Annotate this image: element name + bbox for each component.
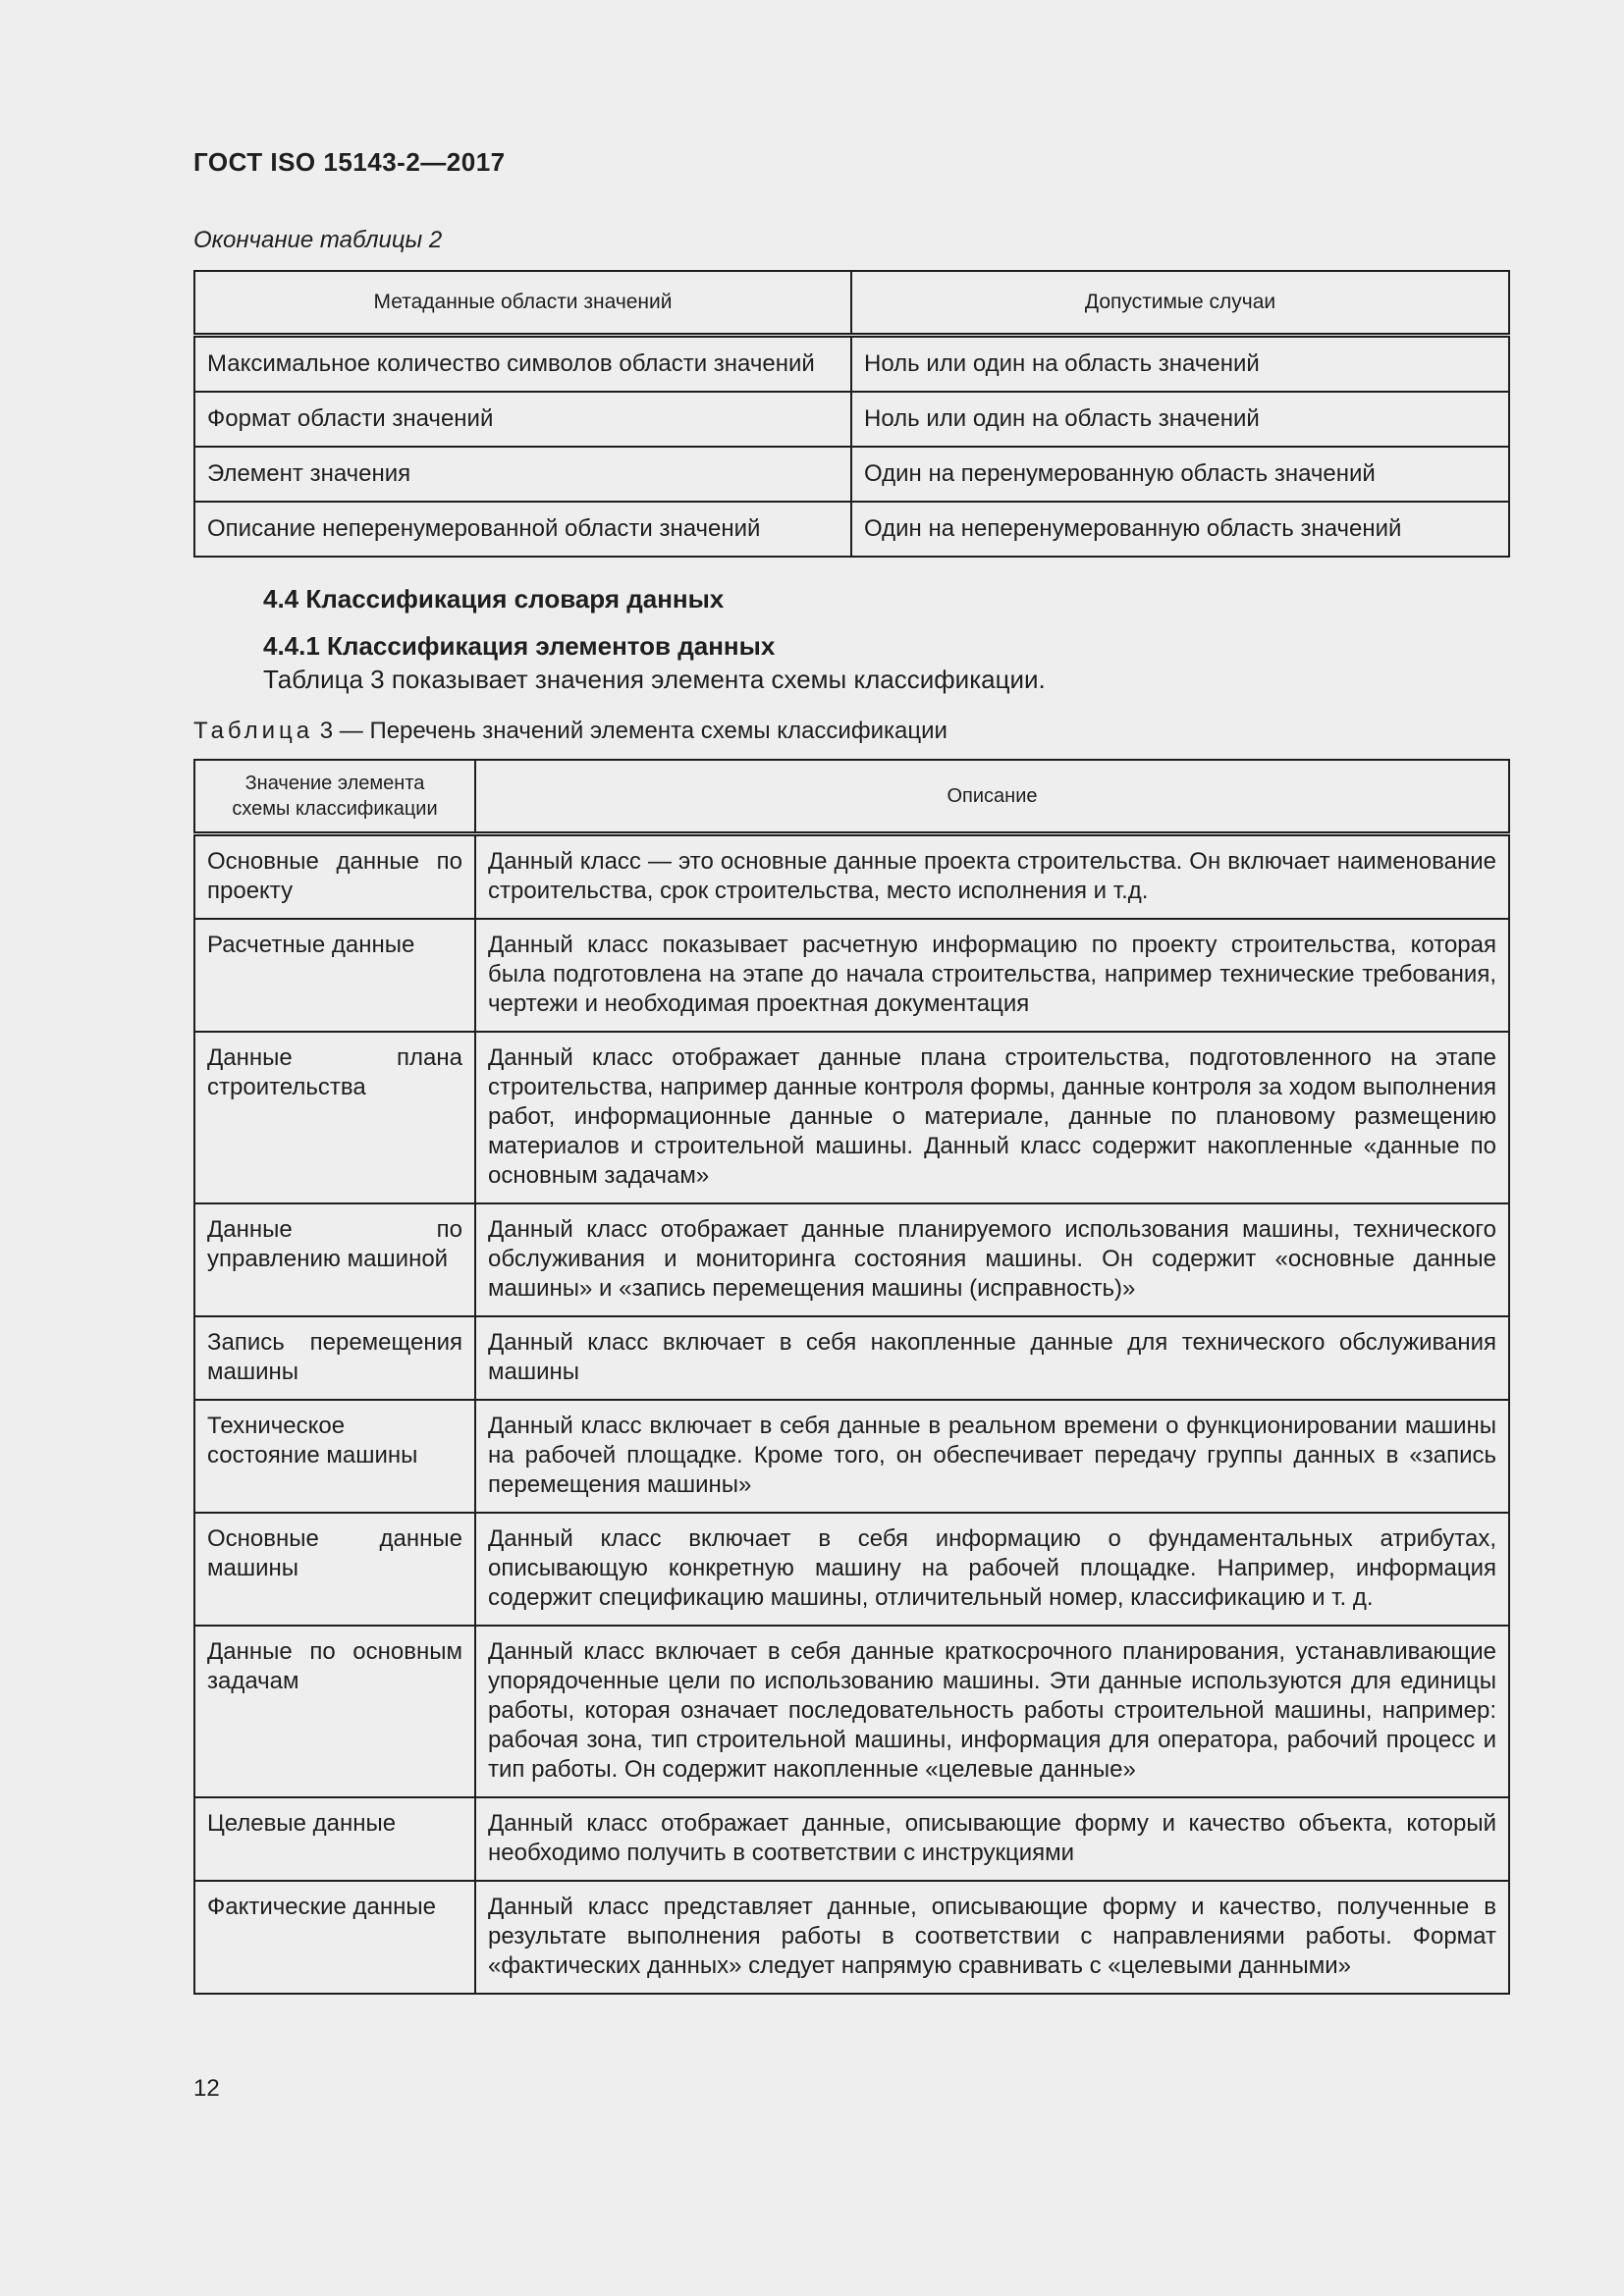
table-cell: Данный класс отображает данные планируемого использования машины, технического обслуживания и мониторинга состояния машины. Он содержит «основные данные машины» и «запись перемещения машины (исправность)»: [475, 1203, 1509, 1316]
table-cell: Один на неперенумерованную область значений: [851, 502, 1509, 557]
table-row: [194, 919, 1509, 1032]
table-cell: Техническое состояние машины: [194, 1400, 475, 1513]
table-row: [194, 1797, 1509, 1881]
section-heading: 4.4 Классификация словаря данных: [263, 584, 725, 614]
table-header-row: [194, 271, 1509, 336]
table-caption-text: 3 — Перечень значений элемента схемы классификации: [313, 718, 947, 744]
table-cell: Данные плана строительства: [194, 1032, 475, 1203]
table-cell: Данные по основным задачам: [194, 1626, 475, 1797]
table-cell: Один на перенумерованную область значений: [851, 447, 1509, 502]
table-cell: Ноль или один на область значений: [851, 336, 1509, 393]
table-row: [194, 1881, 1509, 1994]
table-row: [194, 502, 1509, 557]
table-header-cell: Значение элемента схемы классификации: [194, 760, 475, 834]
intro-paragraph: Таблица 3 показывает значения элемента схемы классификации.: [263, 665, 1046, 694]
table-row: [194, 392, 1509, 447]
table-row: [194, 1203, 1509, 1316]
table-cell: Данный класс показывает расчетную информацию по проекту строительства, которая была подготовлена на этапе до начала строительства, например технические требования, чертежи и необходимая проектная документация: [475, 919, 1509, 1032]
table-cell: Данный класс отображает данные плана строительства, подготовленного на этапе строительства, например данные контроля формы, данные контроля за ходом выполнения работ, информационные данные о материале, данные по плановому размещению материалов и строительной машины. Данный класс содержит накопленные «данные по основным задачам»: [475, 1032, 1509, 1203]
table-cell: Данный класс — это основные данные проекта строительства. Он включает наименование строительства, срок строительства, место исполнения и т.д.: [475, 834, 1509, 920]
table-row: [194, 1032, 1509, 1203]
table-cell: Основные данные машины: [194, 1513, 475, 1626]
table-continuation-label: Окончание таблицы 2: [193, 227, 443, 253]
table-row: [194, 834, 1509, 920]
table-cell: Максимальное количество символов области значений: [194, 336, 851, 393]
table-cell: Данный класс представляет данные, описывающие форму и качество, полученные в результате выполнения работы в соответствии с направлениями работы. Формат «фактических данных» следует напрямую сравнивать с «целевыми данными»: [475, 1881, 1509, 1994]
table-row: [194, 447, 1509, 502]
table-cell: Данный класс включает в себя информацию о фундаментальных атрибутах, описывающую конкретную машину на рабочей площадке. Например, информация содержит спецификацию машины, отличительный номер, классификацию и т. д.: [475, 1513, 1509, 1626]
table-row: [194, 1316, 1509, 1400]
table-cell: Запись перемещения машины: [194, 1316, 475, 1400]
table-cell: Элемент значения: [194, 447, 851, 502]
table-cell: Основные данные по проекту: [194, 834, 475, 920]
table-cell: Ноль или один на область значений: [851, 392, 1509, 447]
table-cell: Формат области значений: [194, 392, 851, 447]
table-cell: Расчетные данные: [194, 919, 475, 1032]
table-3: [193, 759, 1510, 1995]
table-header-cell: Метаданные области значений: [194, 271, 851, 336]
table-caption-label: Таблица: [193, 718, 314, 744]
document-header: ГОСТ ISO 15143-2—2017: [193, 147, 506, 177]
table-cell: Данные по управлению машиной: [194, 1203, 475, 1316]
table-row: [194, 336, 1509, 393]
subsection-heading: 4.4.1 Классификация элементов данных: [263, 631, 776, 661]
table-row: [194, 1626, 1509, 1797]
page-number: 12: [193, 2075, 220, 2102]
table-cell: Фактические данные: [194, 1881, 475, 1994]
table-header-cell: Описание: [475, 760, 1509, 834]
table-cell: Данный класс отображает данные, описывающие форму и качество объекта, который необходимо получить в соответствии с инструкциями: [475, 1797, 1509, 1881]
table-caption: [193, 718, 947, 745]
table-row: [194, 1513, 1509, 1626]
table-cell: Данный класс включает в себя накопленные данные для технического обслуживания машины: [475, 1316, 1509, 1400]
table-cell: Целевые данные: [194, 1797, 475, 1881]
table-cell: Данный класс включает в себя данные в реальном времени о функционировании машины на рабочей площадке. Кроме того, он обеспечивает передачу группы данных в «запись перемещения машины»: [475, 1400, 1509, 1513]
table-cell: Данный класс включает в себя данные краткосрочного планирования, устанавливающие упорядоченные цели по использованию машины. Эти данные используются для единицы работы, которая означает последовательность работы строительной машины, например: рабочая зона, тип строительной машины, информация для оператора, рабочий процесс и тип работы. Он содержит накопленные «целевые данные»: [475, 1626, 1509, 1797]
table-cell: Описание неперенумерованной области значений: [194, 502, 851, 557]
table-row: [194, 1400, 1509, 1513]
table-header-cell: Допустимые случаи: [851, 271, 1509, 336]
table-header-row: [194, 760, 1509, 834]
table-2: [193, 270, 1510, 558]
